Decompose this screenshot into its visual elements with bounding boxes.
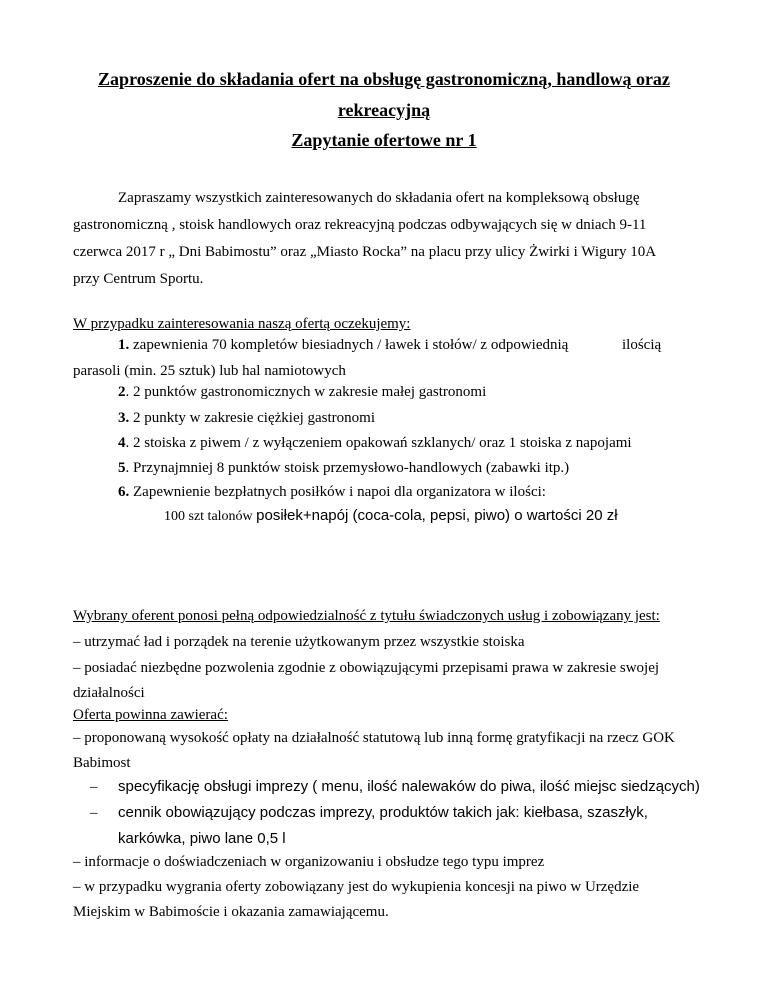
offer-heading: Oferta powinna zawierać: [73, 707, 228, 723]
vouchers-count: 100 szt talonów [164, 509, 257, 524]
offer-bullet-1: specyfikację obsługi imprezy ( menu, ilość nalewaków do piwa, ilość miejsc siedzących) [118, 778, 700, 795]
expectations-heading: W przypadku zainteresowania naszą ofertą oczekujemy: [73, 316, 411, 332]
intro-line-1: Zapraszamy wszystkich zainteresowanych do składania ofert na kompleksową obsługę [118, 190, 640, 206]
offer-line-1: – proponowaną wysokość opłaty na działalność statutową lub inną formę gratyfikacji na rzecz GOK [73, 730, 675, 746]
expectation-item-1-extra: ilością [622, 337, 662, 353]
offer-line-3: – informacje o doświadczeniach w organizowaniu i obsłudze tego typu imprez [73, 854, 545, 870]
title-line-2: rekreacyjną [337, 100, 431, 120]
item-number: 3. [118, 410, 130, 426]
offer-line-4: – w przypadku wygrania oferty zobowiązany jest do wykupienia koncesji na piwo w Urzędzie [73, 879, 640, 895]
expectation-item-3 [118, 408, 375, 428]
item-number: 5 [118, 460, 126, 476]
intro-line-4: przy Centrum Sportu. [73, 271, 204, 287]
item-text: zapewnienia 70 kompletów biesiadnych / ławek i stołów/ z odpowiednią [129, 337, 569, 353]
item-number: 1. [118, 337, 130, 353]
intro-line-3: czerwca 2017 r „ Dni Babimostu” oraz „Miasto Rocka” na placu przy ulicy Żwirki i Wigury 10A [73, 244, 657, 260]
expectation-item-6 [118, 482, 546, 502]
offer-bullet-2: cennik obowiązujący podczas imprezy, produktów takich jak: kiełbasa, szaszłyk, [118, 804, 648, 821]
responsibility-line-3: działalności [73, 685, 145, 701]
item-text: 2 punkty w zakresie ciężkiej gastronomi [129, 410, 376, 426]
offer-line-5: Miejskim w Babimoście i okazania zamawiającemu. [73, 904, 389, 920]
bullet-dash: – [90, 779, 98, 795]
vouchers-line [164, 506, 618, 527]
subtitle: Zapytanie ofertowe nr 1 [291, 130, 477, 150]
expectation-item-1-continuation: parasoli (min. 25 sztuk) lub hal namiotowych [73, 363, 346, 379]
item-text: Zapewnienie bezpłatnych posiłków i napoi dla organizatora w ilości: [129, 484, 546, 500]
item-number: 4 [118, 435, 126, 451]
responsibility-heading: Wybrany oferent ponosi pełną odpowiedzialność z tytułu świadczonych usług i zobowiązany jest: [73, 608, 660, 624]
vouchers-description: posiłek+napój (coca-cola, pepsi, piwo) o wartości 20 zł [256, 507, 618, 524]
intro-line-2: gastronomiczną , stoisk handlowych oraz rekreacyjną podczas odbywających się w dniach 9-11 [73, 217, 647, 233]
expectation-item-5 [118, 458, 569, 478]
item-number: 6. [118, 484, 130, 500]
item-text: . 2 punktów gastronomicznych w zakresie małej gastronomi [125, 384, 487, 400]
responsibility-line-1: – utrzymać ład i porządek na terenie użytkowanym przez wszystkie stoiska [73, 634, 525, 650]
expectation-item-1 [118, 335, 568, 355]
item-number: 2 [118, 384, 126, 400]
expectation-item-4 [118, 433, 632, 453]
item-text: . 2 stoiska z piwem / z wyłączeniem opakowań szklanych/ oraz 1 stoiska z napojami [125, 435, 632, 451]
offer-bullet-2-continuation: karkówka, piwo lane 0,5 l [118, 830, 286, 847]
offer-line-2: Babimost [73, 755, 131, 771]
title-line-1: Zaproszenie do składania ofert na obsługę gastronomiczną, handlową oraz [98, 69, 670, 89]
bullet-dash: – [90, 805, 98, 821]
responsibility-line-2: – posiadać niezbędne pozwolenia zgodnie z obowiązującymi przepisami prawa w zakresie swojej [73, 660, 660, 676]
expectation-item-2 [118, 382, 486, 402]
item-text: . Przynajmniej 8 punktów stoisk przemysłowo-handlowych (zabawki itp.) [125, 460, 570, 476]
